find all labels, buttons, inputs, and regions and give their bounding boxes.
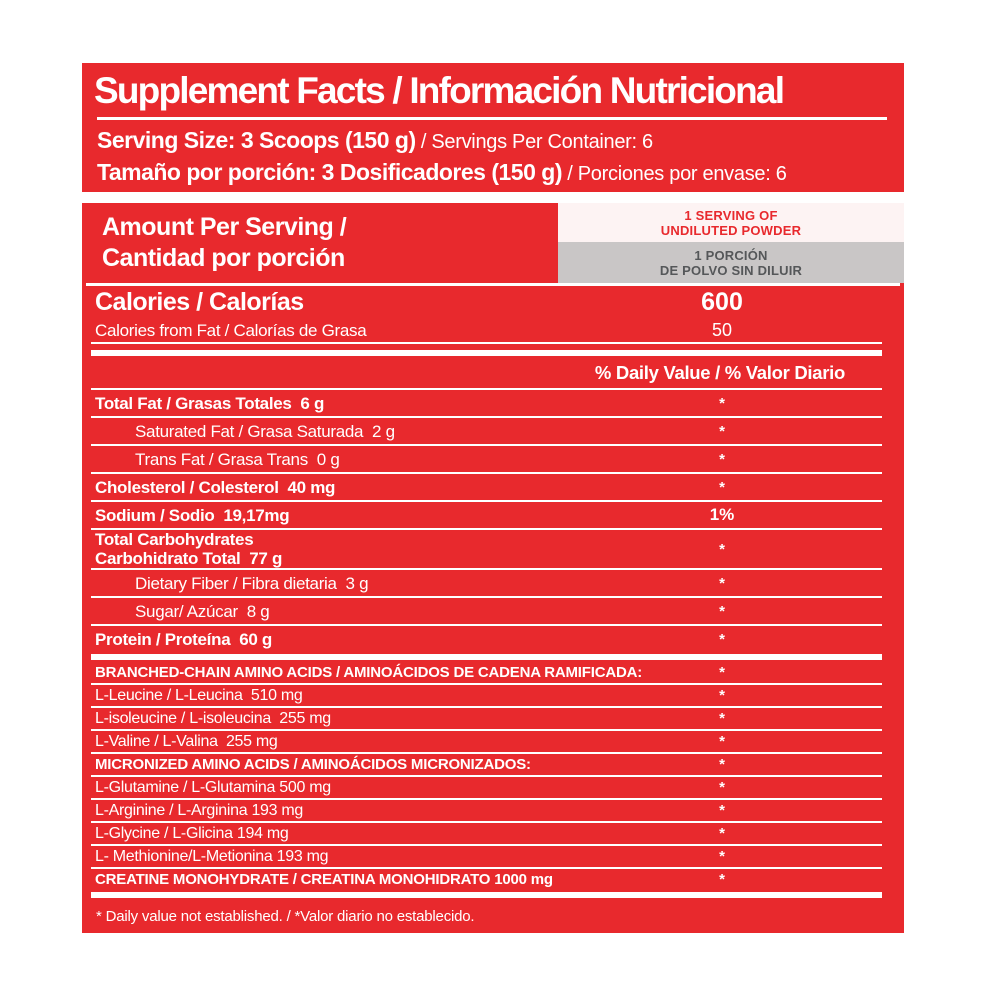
- nutrient-value: *: [719, 825, 725, 842]
- calories-from-fat-value: 50: [711, 320, 733, 340]
- serving-size-en: Serving Size: 3 Scoops (150 g): [97, 126, 416, 153]
- daily-value-header: % Daily Value / % Valor Diario: [594, 362, 845, 383]
- nutrient-label: L-Arginine / L-Arginina 193 mg: [95, 802, 304, 819]
- nutrient-label: Dietary Fiber / Fibra dietaria 3 g: [135, 573, 369, 593]
- nutrient-value: *: [719, 450, 725, 468]
- nutrient-value: *: [719, 710, 725, 727]
- nutrient-row: [82, 823, 904, 844]
- nutrient-row: [82, 446, 904, 472]
- nutrient-value: *: [719, 733, 725, 750]
- title-rule: [97, 117, 887, 120]
- nutrient-label: L- Methionine/L-Metionina 193 mg: [95, 848, 329, 865]
- nutrient-label: Protein / Proteína 60 g: [95, 629, 273, 649]
- column-header-en-line2: UNDILUTED POWDER: [660, 222, 802, 238]
- nutrient-value: *: [719, 802, 725, 819]
- nutrient-row: [82, 530, 904, 568]
- amount-per-serving-row: [82, 203, 904, 283]
- servings-per-container-en: / Servings Per Container: 6: [415, 130, 653, 153]
- nutrient-label: Cholesterol / Colesterol 40 mg: [95, 477, 336, 497]
- nutrient-label: BRANCHED-CHAIN AMINO ACIDS / AMINOÁCIDOS DE CADENA RAMIFICADA:: [95, 664, 643, 681]
- nutrient-row: [82, 390, 904, 416]
- amount-per-serving-en: Amount Per Serving /: [102, 213, 347, 241]
- nutrient-row: [82, 731, 904, 752]
- nutrient-row: [82, 708, 904, 729]
- nutrient-label: Trans Fat / Grasa Trans 0 g: [135, 449, 340, 469]
- nutrient-row: [82, 685, 904, 706]
- section-divider: [91, 654, 882, 660]
- nutrient-label: Total Carbohydrates Carbohidrato Total 77 g: [95, 530, 283, 568]
- nutrient-value: *: [719, 687, 725, 704]
- section-divider: [91, 350, 882, 356]
- nutrient-row: [82, 777, 904, 798]
- nutrient-label: CREATINE MONOHYDRATE / CREATINA MONOHIDRATO 1000 mg: [95, 871, 553, 888]
- nutrient-value: *: [719, 664, 725, 681]
- section-divider: [91, 892, 882, 898]
- calories-row: [82, 286, 904, 319]
- nutrient-value: *: [719, 630, 725, 648]
- nutrient-value: *: [719, 779, 725, 796]
- nutrient-label: L-Glycine / L-Glicina 194 mg: [95, 825, 289, 842]
- column-header-es-line1: 1 PORCIÓN: [694, 247, 768, 263]
- nutrient-row: [82, 754, 904, 775]
- nutrient-row: [82, 474, 904, 500]
- nutrient-row: [82, 869, 904, 890]
- nutrient-label: MICRONIZED AMINO ACIDS / AMINOÁCIDOS MICRONIZADOS:: [95, 756, 531, 773]
- nutrient-row: [82, 662, 904, 683]
- nutrient-value: *: [719, 540, 725, 558]
- nutrition-panel: [82, 203, 904, 933]
- nutrient-value: *: [719, 871, 725, 888]
- nutrient-row: [82, 598, 904, 624]
- amount-per-serving-box: [82, 203, 558, 283]
- nutrient-row: [82, 800, 904, 821]
- serving-size-line-en: [82, 126, 904, 158]
- nutrient-row: [82, 418, 904, 444]
- serving-size-line-es: [82, 158, 904, 190]
- servings-per-container-es: / Porciones por envase: 6: [562, 162, 787, 185]
- column-header-en: [558, 203, 904, 242]
- nutrient-value: *: [719, 848, 725, 865]
- serving-size-es: Tamaño por porción: 3 Dosificadores (150 g): [97, 158, 562, 185]
- nutrient-value: *: [719, 422, 725, 440]
- nutrient-label: Sodium / Sodio 19,17mg: [95, 505, 290, 525]
- calories-value: 600: [701, 288, 743, 316]
- nutrient-label: L-isoleucine / L-isoleucina 255 mg: [95, 710, 331, 727]
- nutrient-label: L-Leucine / L-Leucina 510 mg: [95, 687, 303, 704]
- spacer: [82, 344, 904, 348]
- column-header-es-line2: DE POLVO SIN DILUIR: [659, 262, 803, 278]
- nutrient-row: [82, 846, 904, 867]
- nutrient-label: L-Valine / L-Valina 255 mg: [95, 733, 278, 750]
- amount-per-serving-es: Cantidad por porción: [102, 244, 345, 272]
- nutrient-label: L-Glutamine / L-Glutamina 500 mg: [95, 779, 331, 796]
- calories-from-fat-label: Calories from Fat / Calorías de Grasa: [95, 320, 367, 340]
- footnote: * Daily value not established. / *Valor diario no establecido.: [96, 908, 475, 925]
- nutrient-value: *: [719, 394, 725, 412]
- nutrient-value: *: [719, 574, 725, 592]
- nutrient-label: Sugar/ Azúcar 8 g: [135, 601, 270, 621]
- nutrient-row: [82, 626, 904, 652]
- nutrient-value: *: [719, 478, 725, 496]
- supplement-facts-header: [82, 63, 904, 192]
- calories-from-fat-row: [82, 319, 904, 342]
- nutrient-label: Total Fat / Grasas Totales 6 g: [95, 393, 325, 413]
- label-title: Supplement Facts / Información Nutricional: [94, 70, 784, 111]
- column-header-es: [558, 242, 904, 283]
- column-header: [558, 203, 904, 283]
- nutrient-value: *: [719, 602, 725, 620]
- nutrient-value: *: [719, 756, 725, 773]
- nutrient-label: Saturated Fat / Grasa Saturada 2 g: [135, 421, 395, 441]
- calories-label: Calories / Calorías: [95, 288, 304, 316]
- nutrient-table: [82, 390, 904, 900]
- nutrient-value: 1%: [709, 505, 735, 524]
- column-header-en-line1: 1 SERVING OF: [684, 207, 778, 223]
- nutrient-row: [82, 570, 904, 596]
- nutrient-row: [82, 502, 904, 528]
